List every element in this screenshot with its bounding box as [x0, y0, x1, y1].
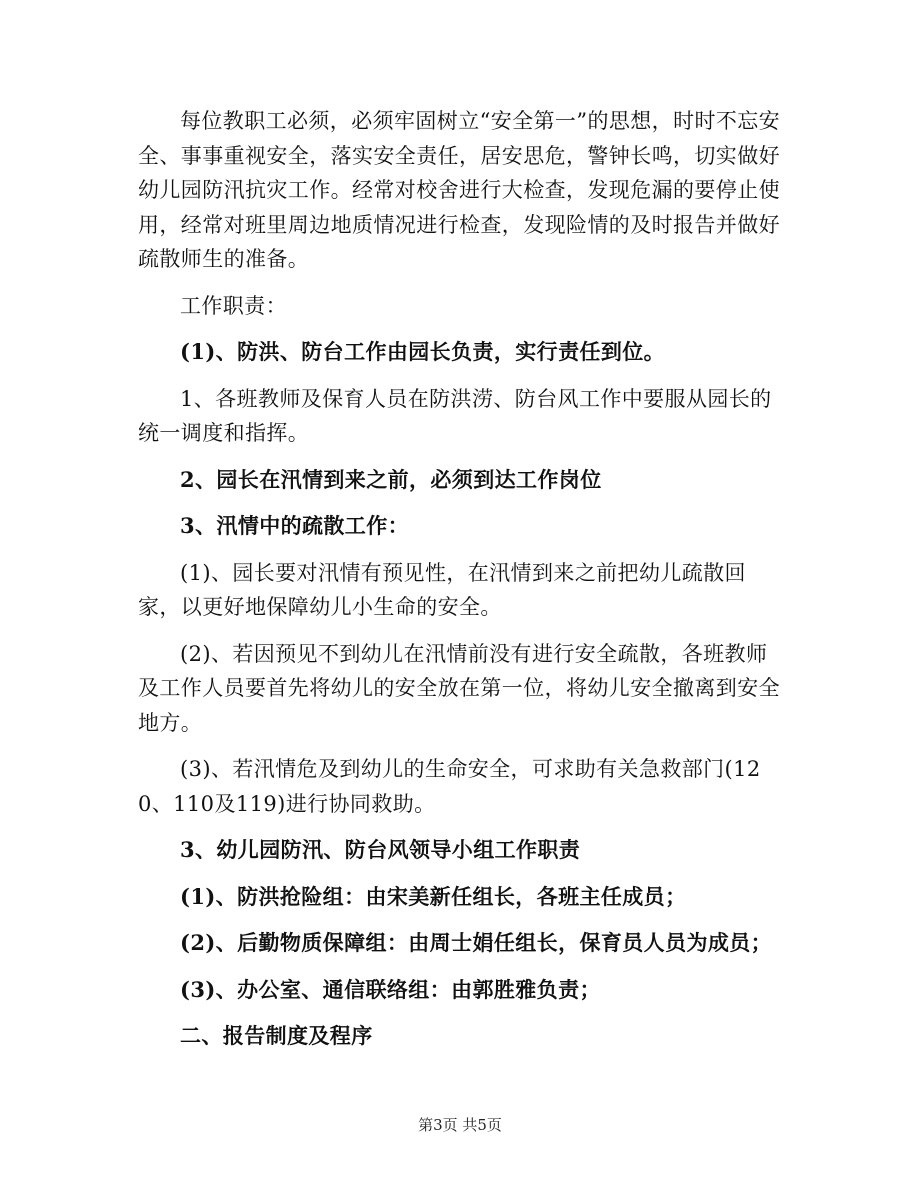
paragraph-director-responsible: (1)、防洪、防台工作由园长负责，实行责任到位。 — [180, 339, 666, 364]
paragraph-duties-heading: 工作职责： — [180, 293, 287, 318]
paragraph-team-office: (3)、办公室、通信联络组：由郭胜雅负责； — [180, 976, 601, 1002]
paragraph-director-on-post: 2、园长在汛情到来之前，必须到达工作岗位 — [180, 466, 602, 492]
paragraph-team-rescue: (1)、防洪抢险组：由宋美新任组长，各班主任成员； — [180, 883, 687, 909]
paragraph-evacuation-heading: 3、汛情中的疏散工作： — [180, 513, 410, 538]
paragraph-staff-obey: 1、各班教师及保育人员在防洪涝、防台风工作中要服从园长的统一调度和指挥。 — [138, 386, 772, 445]
page-number-footer: 第3页 共5页 — [418, 1116, 502, 1134]
paragraph-evacuation-2: (2)、若因预见不到幼儿在汛情前没有进行安全疏散，各班教师及工作人员要首先将幼儿的安全放在第一位，将幼儿安全撤离到安全地方。 — [138, 641, 780, 735]
paragraph-leadership-heading: 3、幼儿园防汛、防台风领导小组工作职责 — [180, 837, 581, 862]
paragraph-team-logistics: (2)、后勤物质保障组：由周士娟任组长，保育员人员为成员； — [180, 930, 773, 955]
paragraph-evacuation-3: (3)、若汛情危及到幼儿的生命安全，可求助有关急救部门(120、110及119)进行协同救助。 — [138, 757, 761, 816]
paragraph-evacuation-1: (1)、园长要对汛情有预见性，在汛情到来之前把幼儿疏散回家，以更好地保障幼儿小生命的安全。 — [138, 560, 746, 619]
paragraph-report-heading: 二、报告制度及程序 — [180, 1023, 373, 1048]
document-body — [138, 104, 788, 1066]
paragraph-safety-first: 每位教职工必须，必须牢固树立“安全第一”的思想，时时不忘安全、事事重视安全，落实安全责任，居安思危，警钟长鸣，切实做好幼儿园防汛抗灾工作。经常对校舍进行大检查，发现危漏的要停止使用，经常对班里周边地质情况进行检查，发现险情的及时报告并做好疏散师生的准备。 — [138, 109, 781, 271]
